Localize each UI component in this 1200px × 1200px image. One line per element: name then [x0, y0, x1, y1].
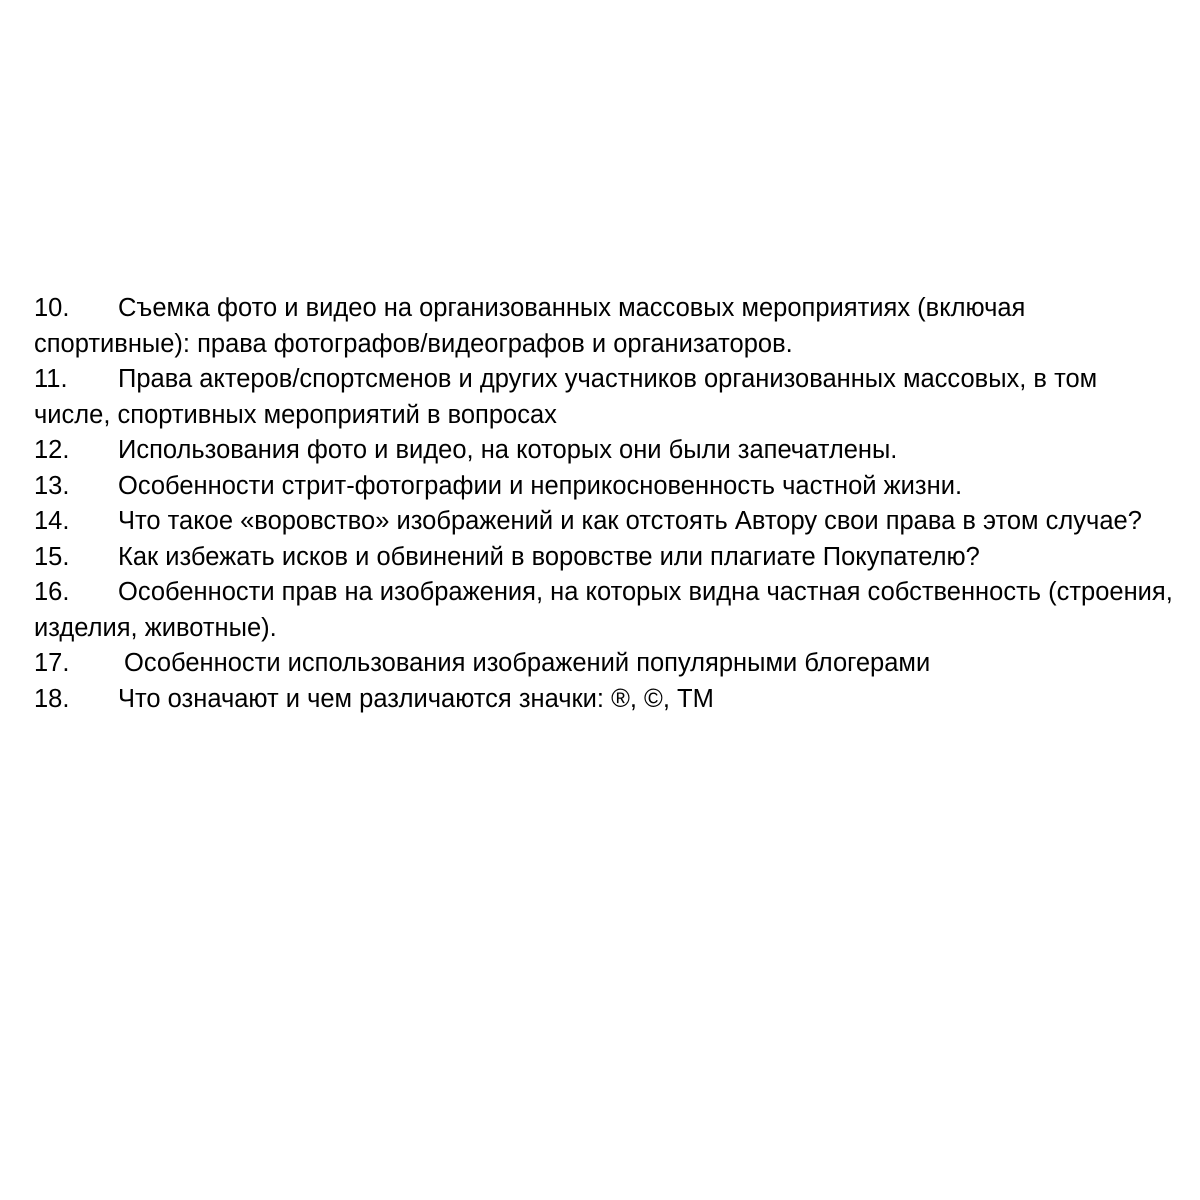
item-number: 10. — [34, 294, 70, 322]
item-number: 11. — [34, 365, 68, 393]
list-item-18 — [34, 682, 1174, 718]
item-text: Особенности использования изображений популярными блогерами — [124, 649, 931, 677]
item-text: Как избежать исков и обвинений в воровстве или плагиате Покупателю? — [118, 542, 980, 571]
item-number: 12. — [34, 436, 70, 464]
list-item-17 — [34, 646, 1174, 682]
numbered-list — [34, 291, 1174, 717]
list-item-13 — [34, 469, 1174, 505]
item-number: 18. — [34, 684, 70, 713]
item-number: 15. — [34, 542, 70, 571]
item-text: Что такое «воровство» изображений и как отстоять Автору свои права в этом случае? — [118, 507, 1142, 535]
item-number: 16. — [34, 578, 70, 606]
item-text: Что означают и чем различаются значки: ®, ©, TM — [118, 684, 714, 713]
list-item-10 — [34, 291, 1174, 362]
item-number: 13. — [34, 471, 70, 500]
item-number: 17. — [34, 649, 70, 677]
list-item-14 — [34, 504, 1174, 540]
item-text: Особенности стрит-фотографии и неприкосновенность частной жизни. — [118, 471, 963, 500]
item-text: Права актеров/спортсменов и других участников организованных массовых, в том числе, спортивных мероприятий в вопросах — [34, 365, 1098, 429]
item-text: Съемка фото и видео на организованных массовых мероприятиях (включая спортивные): права фотографов/видеографов и организаторов. — [34, 294, 1026, 358]
item-text: Особенности прав на изображения, на которых видна частная собственность (строения, изделия, животные). — [34, 578, 1173, 642]
item-number: 14. — [34, 507, 70, 535]
list-item-15 — [34, 540, 1174, 576]
list-item-11 — [34, 362, 1174, 433]
list-item-16 — [34, 575, 1174, 646]
item-text: Использования фото и видео, на которых они были запечатлены. — [118, 436, 898, 464]
list-item-12 — [34, 433, 1174, 469]
